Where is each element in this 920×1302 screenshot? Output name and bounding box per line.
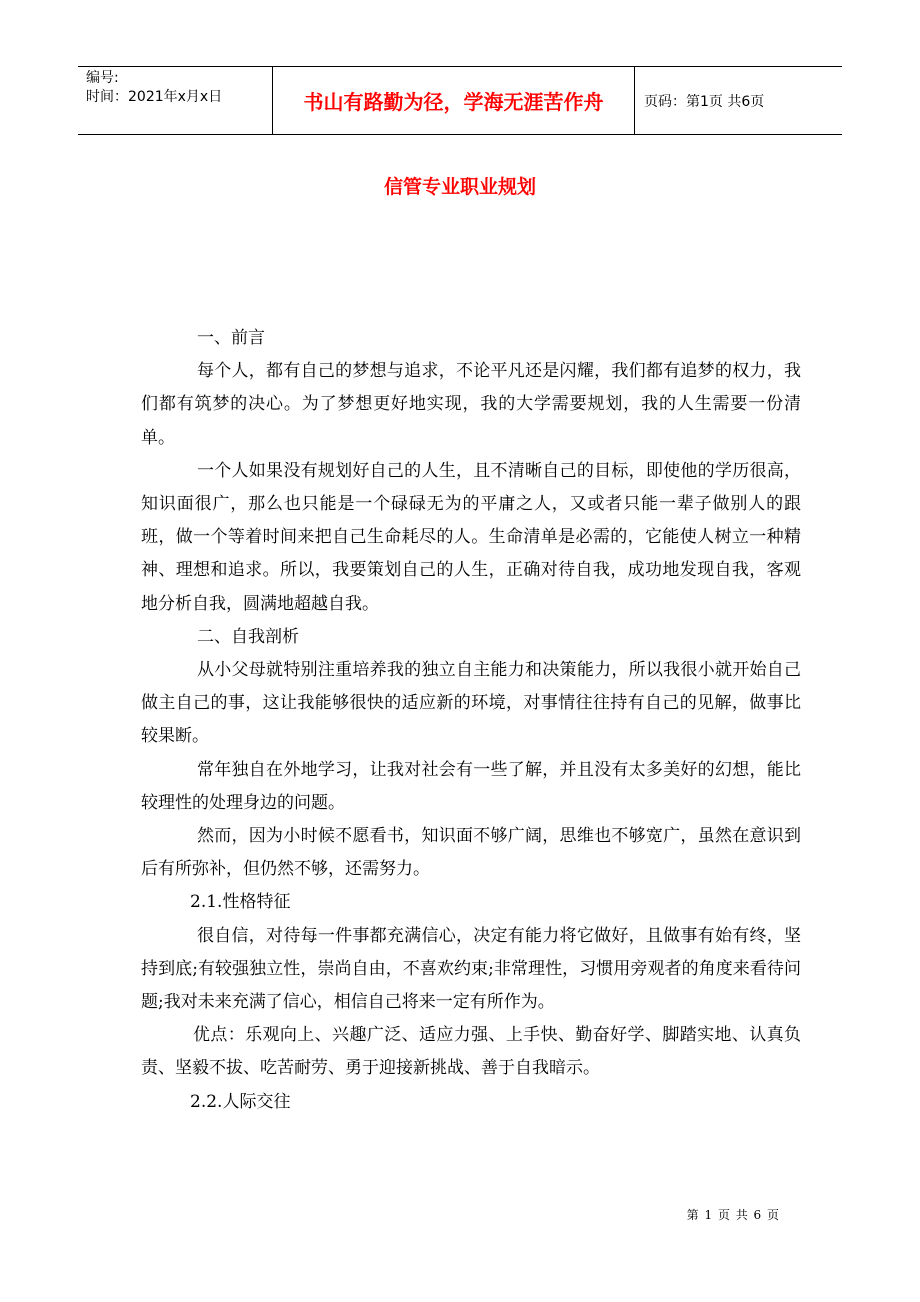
body-paragraph: 很自信，对待每一件事都充满信心，决定有能力将它做好，且做事有始有终，坚持到底;有较强独立性，崇尚自由，不喜欢约束;非常理性，习惯用旁观者的角度来看待问题;我对未来充满了信心，相信自己将来一定有所作为。 <box>141 925 801 1013</box>
section-heading-self-analysis: 二、自我剖析 <box>197 626 299 647</box>
header-page-number: 页码：第1页 共6页 <box>644 93 765 110</box>
serial-number-label: 编号: <box>86 70 119 86</box>
body-paragraph: 一个人如果没有规划好自己的人生，且不清晰自己的目标，即使他的学历很高，知识面很广，那么也只能是一个碌碌无为的平庸之人，又或者只能一辈子做别人的跟班，做一个等着时间来把自己生命耗尽的人。生命清单是必需的，它能使人树立一种精神、理想和追求。所以，我要策划自己的人生，正确对待自我，成功地发现自我，客观地分析自我，圆满地超越自我。 <box>141 460 801 614</box>
header-page-cell <box>635 67 842 134</box>
page-header <box>78 66 842 135</box>
motto-text: 书山有路勤为径，学海无涯苦作舟 <box>303 90 604 114</box>
body-paragraph: 从小父母就特别注重培养我的独立自主能力和决策能力，所以我很小就开始自己做主自己的事，这让我能够很快的适应新的环境，对事情往往持有自己的见解，做事比较果断。 <box>141 660 801 747</box>
section-heading-preface: 一、前言 <box>197 328 265 348</box>
document-title: 信管专业职业规划 <box>383 176 536 198</box>
document-body <box>141 322 801 1119</box>
subsection-heading-interpersonal: 2.2.人际交往 <box>190 1091 291 1112</box>
header-meta-cell <box>78 67 273 134</box>
footer-page-number: 第 1 页 共 6 页 <box>686 1208 780 1222</box>
date-label: 时间：2021年x月x日 <box>86 89 223 105</box>
body-paragraph: 每个人，都有自己的梦想与追求，不论平凡还是闪耀，我们都有追梦的权力，我们都有筑梦的决心。为了梦想更好地实现，我的大学需要规划，我的人生需要一份清单。 <box>141 361 801 448</box>
body-paragraph: 常年独自在外地学习，让我对社会有一些了解，并且没有太多美好的幻想，能比较理性的处理身边的问题。 <box>141 759 801 813</box>
body-paragraph: 然而，因为小时候不愿看书，知识面不够广阔，思维也不够宽广，虽然在意识到后有所弥补，但仍然不够，还需努力。 <box>141 826 801 880</box>
header-motto-cell <box>273 67 635 134</box>
subsection-heading-personality: 2.1.性格特征 <box>190 892 291 913</box>
strengths-paragraph: 优点：乐观向上、兴趣广泛、适应力强、上手快、勤奋好学、脚踏实地、认真负责、坚毅不拔、吃苦耐劳、勇于迎接新挑战、善于自我暗示。 <box>141 1025 801 1079</box>
